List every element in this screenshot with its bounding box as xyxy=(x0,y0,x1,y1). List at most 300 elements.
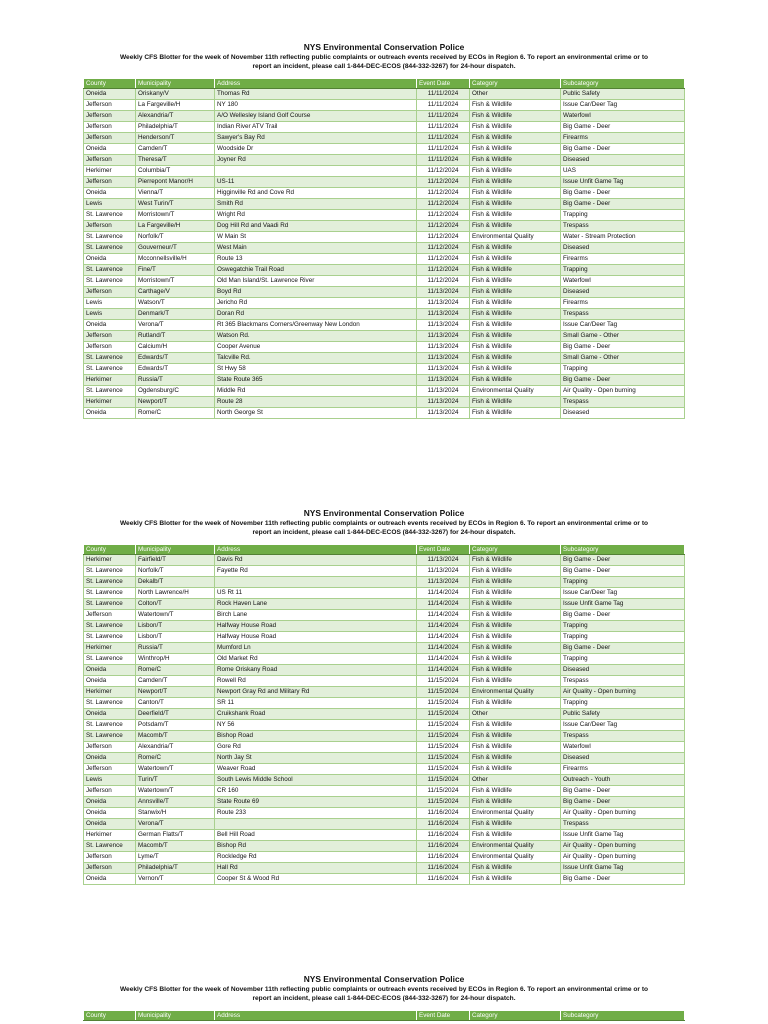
cell-event-date: 11/11/2024 xyxy=(417,122,470,133)
cell-municipality: Annsville/T xyxy=(136,797,215,808)
cell-category: Fish & Wildlife xyxy=(470,188,561,199)
cell-event-date: 11/13/2024 xyxy=(417,298,470,309)
cell-municipality: Newport/T xyxy=(136,397,215,408)
cell-county: St. Lawrence xyxy=(84,364,136,375)
table-row xyxy=(84,764,685,775)
cell-address: Mumford Ln xyxy=(215,643,417,654)
cell-address: NY 56 xyxy=(215,720,417,731)
cell-category: Fish & Wildlife xyxy=(470,243,561,254)
cell-address: South Lewis Middle School xyxy=(215,775,417,786)
table-row xyxy=(84,320,685,331)
cell-municipality: West Turin/T xyxy=(136,199,215,210)
cell-subcategory: Firearms xyxy=(561,764,685,775)
table-body xyxy=(84,555,685,885)
cell-address: Rock Haven Lane xyxy=(215,599,417,610)
table-row xyxy=(84,863,685,874)
table-header-row xyxy=(84,545,685,555)
subtitle-line-2: report an incident, please call 1-844-DEC-ECOS (844-332-3267) for 24-hour dispatch. xyxy=(252,995,516,1002)
cell-event-date: 11/16/2024 xyxy=(417,874,470,885)
cell-category: Fish & Wildlife xyxy=(470,254,561,265)
cell-address: Birch Lane xyxy=(215,610,417,621)
cell-municipality: Newport/T xyxy=(136,687,215,698)
cell-county: Lewis xyxy=(84,199,136,210)
cell-county: St. Lawrence xyxy=(84,841,136,852)
cell-category: Fish & Wildlife xyxy=(470,797,561,808)
table-row xyxy=(84,89,685,100)
cell-address: State Route 365 xyxy=(215,375,417,386)
cell-event-date: 11/13/2024 xyxy=(417,342,470,353)
cell-event-date: 11/12/2024 xyxy=(417,199,470,210)
cell-county: St. Lawrence xyxy=(84,265,136,276)
cell-address: North Jay St xyxy=(215,753,417,764)
table-row xyxy=(84,577,685,588)
subtitle-line-2: report an incident, please call 1-844-DEC-ECOS (844-332-3267) for 24-hour dispatch. xyxy=(252,529,516,536)
table-header-row xyxy=(84,1011,685,1021)
cell-event-date: 11/14/2024 xyxy=(417,643,470,654)
cell-event-date: 11/16/2024 xyxy=(417,830,470,841)
table-row xyxy=(84,555,685,566)
table-row xyxy=(84,199,685,210)
cell-category: Fish & Wildlife xyxy=(470,353,561,364)
cell-event-date: 11/13/2024 xyxy=(417,408,470,419)
table-row xyxy=(84,133,685,144)
cell-county: St. Lawrence xyxy=(84,566,136,577)
cell-category: Environmental Quality xyxy=(470,232,561,243)
cell-municipality: Lisbon/T xyxy=(136,632,215,643)
cell-county: Oneida xyxy=(84,819,136,830)
cell-event-date: 11/11/2024 xyxy=(417,155,470,166)
cell-category: Environmental Quality xyxy=(470,687,561,698)
table-row xyxy=(84,610,685,621)
cell-subcategory: Outreach - Youth xyxy=(561,775,685,786)
cell-event-date: 11/13/2024 xyxy=(417,287,470,298)
cell-address: Newport Gray Rd and Military Rd xyxy=(215,687,417,698)
cell-event-date: 11/15/2024 xyxy=(417,698,470,709)
cell-subcategory: Big Game - Deer xyxy=(561,144,685,155)
cell-category: Environmental Quality xyxy=(470,808,561,819)
cell-subcategory: Public Safety xyxy=(561,89,685,100)
cell-event-date: 11/14/2024 xyxy=(417,621,470,632)
cell-address: Rockledge Rd xyxy=(215,852,417,863)
blotter-table-3 xyxy=(83,1010,685,1021)
cell-county: Herkimer xyxy=(84,830,136,841)
subtitle-line-1: Weekly CFS Blotter for the week of November 11th reflecting public complaints or outreach events received by ECOs in Region 6. To report an environmental crime or to xyxy=(119,986,649,993)
cell-address: Route 28 xyxy=(215,397,417,408)
table-row xyxy=(84,100,685,111)
cell-subcategory: Big Game - Deer xyxy=(561,610,685,621)
column-header-event-date: Event Date xyxy=(417,1011,470,1021)
table-row xyxy=(84,342,685,353)
cell-municipality: Lyme/T xyxy=(136,852,215,863)
cell-county: Herkimer xyxy=(84,643,136,654)
cell-event-date: 11/13/2024 xyxy=(417,375,470,386)
cell-county: St. Lawrence xyxy=(84,276,136,287)
cell-address: Route 13 xyxy=(215,254,417,265)
cell-address: CR 160 xyxy=(215,786,417,797)
cell-event-date: 11/12/2024 xyxy=(417,221,470,232)
cell-subcategory: Air Quality - Open burning xyxy=(561,808,685,819)
cell-category: Fish & Wildlife xyxy=(470,122,561,133)
cell-event-date: 11/14/2024 xyxy=(417,588,470,599)
cell-municipality: La Fargeville/H xyxy=(136,221,215,232)
cell-municipality: Canton/T xyxy=(136,698,215,709)
table-body xyxy=(84,89,685,419)
cell-address: Woodside Dr xyxy=(215,144,417,155)
cell-subcategory: Small Game - Other xyxy=(561,331,685,342)
cell-county: Herkimer xyxy=(84,687,136,698)
cell-event-date: 11/15/2024 xyxy=(417,720,470,731)
table-row xyxy=(84,753,685,764)
cell-event-date: 11/14/2024 xyxy=(417,632,470,643)
cell-subcategory: Diseased xyxy=(561,287,685,298)
cell-event-date: 11/11/2024 xyxy=(417,133,470,144)
cell-event-date: 11/15/2024 xyxy=(417,731,470,742)
cell-address: NY 180 xyxy=(215,100,417,111)
cell-address: US-11 xyxy=(215,177,417,188)
cell-category: Fish & Wildlife xyxy=(470,221,561,232)
cell-address: North George St xyxy=(215,408,417,419)
cell-category: Fish & Wildlife xyxy=(470,397,561,408)
cell-address: Route 233 xyxy=(215,808,417,819)
cell-county: St. Lawrence xyxy=(84,632,136,643)
cell-subcategory: Trapping xyxy=(561,265,685,276)
table-row xyxy=(84,588,685,599)
cell-county: Jefferson xyxy=(84,742,136,753)
cell-subcategory: Trapping xyxy=(561,364,685,375)
cell-category: Fish & Wildlife xyxy=(470,555,561,566)
cell-address: State Route 69 xyxy=(215,797,417,808)
cell-municipality: Morristown/T xyxy=(136,276,215,287)
cell-category: Fish & Wildlife xyxy=(470,610,561,621)
table-row xyxy=(84,166,685,177)
cell-address: Middle Rd xyxy=(215,386,417,397)
cell-address xyxy=(215,577,417,588)
cell-event-date: 11/14/2024 xyxy=(417,654,470,665)
cell-address xyxy=(215,166,417,177)
cell-county: Lewis xyxy=(84,775,136,786)
cell-county: St. Lawrence xyxy=(84,386,136,397)
table-row xyxy=(84,720,685,731)
cell-subcategory: Big Game - Deer xyxy=(561,643,685,654)
cell-category: Fish & Wildlife xyxy=(470,320,561,331)
cell-subcategory: Diseased xyxy=(561,243,685,254)
cell-address: Fayette Rd xyxy=(215,566,417,577)
table-row xyxy=(84,643,685,654)
cell-address: Gore Rd xyxy=(215,742,417,753)
cell-municipality: Watson/T xyxy=(136,298,215,309)
cell-county: St. Lawrence xyxy=(84,720,136,731)
cell-category: Fish & Wildlife xyxy=(470,698,561,709)
cell-county: Oneida xyxy=(84,874,136,885)
cell-subcategory: Big Game - Deer xyxy=(561,566,685,577)
blotter-page-2 xyxy=(0,508,768,537)
table-row xyxy=(84,287,685,298)
cell-category: Fish & Wildlife xyxy=(470,830,561,841)
cell-subcategory: Air Quality - Open burning xyxy=(561,386,685,397)
cell-event-date: 11/16/2024 xyxy=(417,852,470,863)
table-row xyxy=(84,397,685,408)
cell-county: Oneida xyxy=(84,144,136,155)
cell-address: Hall Rd xyxy=(215,863,417,874)
cell-municipality: Russia/T xyxy=(136,643,215,654)
cell-municipality: Edwards/T xyxy=(136,353,215,364)
cell-county: Oneida xyxy=(84,753,136,764)
blotter-page-3 xyxy=(0,974,768,1003)
cell-event-date: 11/12/2024 xyxy=(417,276,470,287)
cell-address: SR 11 xyxy=(215,698,417,709)
cell-subcategory: Trapping xyxy=(561,698,685,709)
table-row xyxy=(84,155,685,166)
cell-event-date: 11/15/2024 xyxy=(417,709,470,720)
cell-municipality: Pierrepont Manor/H xyxy=(136,177,215,188)
table-row xyxy=(84,243,685,254)
cell-category: Fish & Wildlife xyxy=(470,720,561,731)
cell-address: Davis Rd xyxy=(215,555,417,566)
cell-subcategory: Air Quality - Open burning xyxy=(561,841,685,852)
cell-county: St. Lawrence xyxy=(84,731,136,742)
cell-county: Oneida xyxy=(84,320,136,331)
cell-subcategory: Trapping xyxy=(561,210,685,221)
cell-municipality: Alexandria/T xyxy=(136,742,215,753)
cell-subcategory: Trespass xyxy=(561,731,685,742)
subtitle-line-1: Weekly CFS Blotter for the week of November 11th reflecting public complaints or outreach events received by ECOs in Region 6. To report an environmental crime or to xyxy=(119,54,649,61)
cell-category: Fish & Wildlife xyxy=(470,144,561,155)
cell-subcategory: Trapping xyxy=(561,577,685,588)
table-row xyxy=(84,874,685,885)
table-row xyxy=(84,331,685,342)
cell-municipality: Denmark/T xyxy=(136,309,215,320)
cell-category: Fish & Wildlife xyxy=(470,375,561,386)
table-row xyxy=(84,775,685,786)
cell-category: Other xyxy=(470,89,561,100)
cell-subcategory: Big Game - Deer xyxy=(561,199,685,210)
cell-category: Fish & Wildlife xyxy=(470,133,561,144)
cell-subcategory: Big Game - Deer xyxy=(561,786,685,797)
cell-category: Other xyxy=(470,709,561,720)
cell-category: Fish & Wildlife xyxy=(470,287,561,298)
cell-event-date: 11/14/2024 xyxy=(417,610,470,621)
table-header-row xyxy=(84,79,685,89)
cell-event-date: 11/12/2024 xyxy=(417,166,470,177)
cell-subcategory: Waterfowl xyxy=(561,111,685,122)
cell-event-date: 11/15/2024 xyxy=(417,786,470,797)
cell-subcategory: Big Game - Deer xyxy=(561,375,685,386)
cell-subcategory: Waterfowl xyxy=(561,742,685,753)
cell-municipality: Watertown/T xyxy=(136,610,215,621)
cell-subcategory: Issue Car/Deer Tag xyxy=(561,588,685,599)
cell-municipality: Watertown/T xyxy=(136,786,215,797)
table-row xyxy=(84,122,685,133)
table-row xyxy=(84,111,685,122)
cell-category: Fish & Wildlife xyxy=(470,731,561,742)
table-row xyxy=(84,621,685,632)
cell-municipality: Dekalb/T xyxy=(136,577,215,588)
cell-county: Lewis xyxy=(84,298,136,309)
cell-category: Fish & Wildlife xyxy=(470,676,561,687)
cell-category: Fish & Wildlife xyxy=(470,654,561,665)
cell-municipality: Winthrop/H xyxy=(136,654,215,665)
cell-subcategory: Diseased xyxy=(561,753,685,764)
table-row xyxy=(84,599,685,610)
cell-subcategory: Issue Car/Deer Tag xyxy=(561,720,685,731)
table-row xyxy=(84,566,685,577)
cell-county: Jefferson xyxy=(84,122,136,133)
blotter-page-1 xyxy=(0,42,768,71)
cell-municipality: Camden/T xyxy=(136,144,215,155)
cell-county: Jefferson xyxy=(84,764,136,775)
cell-municipality: Fairfield/T xyxy=(136,555,215,566)
cell-county: St. Lawrence xyxy=(84,210,136,221)
cell-address: US Rt 11 xyxy=(215,588,417,599)
cell-event-date: 11/15/2024 xyxy=(417,676,470,687)
cell-category: Fish & Wildlife xyxy=(470,874,561,885)
cell-event-date: 11/16/2024 xyxy=(417,819,470,830)
cell-municipality: Columbia/T xyxy=(136,166,215,177)
column-header-municipality: Municipality xyxy=(136,545,215,555)
cell-county: Oneida xyxy=(84,676,136,687)
cell-address: Higginville Rd and Cove Rd xyxy=(215,188,417,199)
cell-address: Dog Hill Rd and Vaadi Rd xyxy=(215,221,417,232)
cell-subcategory: Water - Stream Protection xyxy=(561,232,685,243)
table-row xyxy=(84,298,685,309)
cell-event-date: 11/12/2024 xyxy=(417,210,470,221)
cell-municipality: Edwards/T xyxy=(136,364,215,375)
cell-municipality: Oriskany/V xyxy=(136,89,215,100)
cell-event-date: 11/13/2024 xyxy=(417,577,470,588)
cell-category: Environmental Quality xyxy=(470,841,561,852)
table-row xyxy=(84,276,685,287)
cell-subcategory: Waterfowl xyxy=(561,276,685,287)
table-row xyxy=(84,852,685,863)
cell-address: Jericho Rd xyxy=(215,298,417,309)
subtitle-line-2: report an incident, please call 1-844-DEC-ECOS (844-332-3267) for 24-hour dispatch. xyxy=(252,63,516,70)
cell-event-date: 11/15/2024 xyxy=(417,753,470,764)
cell-municipality: Theresa/T xyxy=(136,155,215,166)
cell-subcategory: Small Game - Other xyxy=(561,353,685,364)
cell-category: Fish & Wildlife xyxy=(470,588,561,599)
cell-county: Jefferson xyxy=(84,610,136,621)
cell-subcategory: Issue Unfit Game Tag xyxy=(561,830,685,841)
cell-category: Fish & Wildlife xyxy=(470,155,561,166)
cell-category: Fish & Wildlife xyxy=(470,331,561,342)
table-row xyxy=(84,254,685,265)
column-header-municipality: Municipality xyxy=(136,1011,215,1021)
cell-category: Fish & Wildlife xyxy=(470,298,561,309)
cell-event-date: 11/15/2024 xyxy=(417,742,470,753)
cell-event-date: 11/12/2024 xyxy=(417,243,470,254)
column-header-county: County xyxy=(84,79,136,89)
cell-address xyxy=(215,819,417,830)
cell-address: Cooper St & Wood Rd xyxy=(215,874,417,885)
column-header-address: Address xyxy=(215,1011,417,1021)
cell-event-date: 11/12/2024 xyxy=(417,177,470,188)
cell-county: Oneida xyxy=(84,709,136,720)
cell-address: Rome Oriskany Road xyxy=(215,665,417,676)
cell-municipality: Macomb/T xyxy=(136,731,215,742)
cell-county: Jefferson xyxy=(84,177,136,188)
cell-subcategory: Issue Unfit Game Tag xyxy=(561,863,685,874)
cell-subcategory: Trespass xyxy=(561,819,685,830)
cell-county: Jefferson xyxy=(84,221,136,232)
cell-subcategory: Big Game - Deer xyxy=(561,555,685,566)
cell-address: Cruikshank Road xyxy=(215,709,417,720)
cell-subcategory: Firearms xyxy=(561,298,685,309)
table-row xyxy=(84,408,685,419)
table-row xyxy=(84,819,685,830)
cell-address: Boyd Rd xyxy=(215,287,417,298)
cell-municipality: Philadelphia/T xyxy=(136,863,215,874)
cell-municipality: Henderson/T xyxy=(136,133,215,144)
cell-subcategory: Issue Unfit Game Tag xyxy=(561,177,685,188)
cell-category: Fish & Wildlife xyxy=(470,742,561,753)
cell-event-date: 11/13/2024 xyxy=(417,555,470,566)
cell-category: Fish & Wildlife xyxy=(470,210,561,221)
cell-county: Lewis xyxy=(84,309,136,320)
cell-county: Herkimer xyxy=(84,555,136,566)
cell-category: Environmental Quality xyxy=(470,852,561,863)
cell-subcategory: Air Quality - Open burning xyxy=(561,852,685,863)
cell-category: Fish & Wildlife xyxy=(470,819,561,830)
document-title: NYS Environmental Conservation Police xyxy=(303,974,465,984)
cell-event-date: 11/13/2024 xyxy=(417,364,470,375)
cell-event-date: 11/16/2024 xyxy=(417,808,470,819)
cell-category: Fish & Wildlife xyxy=(470,566,561,577)
cell-municipality: Alexandria/T xyxy=(136,111,215,122)
cell-address: West Main xyxy=(215,243,417,254)
cell-county: Oneida xyxy=(84,188,136,199)
table-row xyxy=(84,375,685,386)
cell-address: Indian River ATV Trail xyxy=(215,122,417,133)
cell-category: Fish & Wildlife xyxy=(470,199,561,210)
cell-category: Fish & Wildlife xyxy=(470,177,561,188)
cell-event-date: 11/12/2024 xyxy=(417,232,470,243)
document-title: NYS Environmental Conservation Police xyxy=(303,508,465,518)
cell-county: St. Lawrence xyxy=(84,588,136,599)
cell-category: Fish & Wildlife xyxy=(470,863,561,874)
cell-municipality: Fine/T xyxy=(136,265,215,276)
cell-event-date: 11/15/2024 xyxy=(417,797,470,808)
cell-address: Watson Rd. xyxy=(215,331,417,342)
cell-category: Fish & Wildlife xyxy=(470,166,561,177)
document-subtitle xyxy=(84,985,684,1003)
cell-county: St. Lawrence xyxy=(84,621,136,632)
cell-municipality: Rome/C xyxy=(136,408,215,419)
cell-county: Jefferson xyxy=(84,342,136,353)
cell-county: Oneida xyxy=(84,254,136,265)
cell-address: Doran Rd xyxy=(215,309,417,320)
cell-event-date: 11/13/2024 xyxy=(417,397,470,408)
cell-subcategory: Diseased xyxy=(561,408,685,419)
cell-municipality: Deerfield/T xyxy=(136,709,215,720)
cell-municipality: Lisbon/T xyxy=(136,621,215,632)
cell-address: Bell Hill Road xyxy=(215,830,417,841)
cell-county: Herkimer xyxy=(84,375,136,386)
blotter-table-1 xyxy=(83,78,685,419)
column-header-category: Category xyxy=(470,1011,561,1021)
cell-county: St. Lawrence xyxy=(84,232,136,243)
cell-event-date: 11/14/2024 xyxy=(417,665,470,676)
table-row xyxy=(84,797,685,808)
table-row xyxy=(84,841,685,852)
cell-event-date: 11/15/2024 xyxy=(417,764,470,775)
cell-address: Joyner Rd xyxy=(215,155,417,166)
cell-county: Jefferson xyxy=(84,155,136,166)
table-row xyxy=(84,265,685,276)
cell-event-date: 11/13/2024 xyxy=(417,386,470,397)
cell-category: Fish & Wildlife xyxy=(470,599,561,610)
cell-subcategory: Big Game - Deer xyxy=(561,797,685,808)
table-row xyxy=(84,731,685,742)
